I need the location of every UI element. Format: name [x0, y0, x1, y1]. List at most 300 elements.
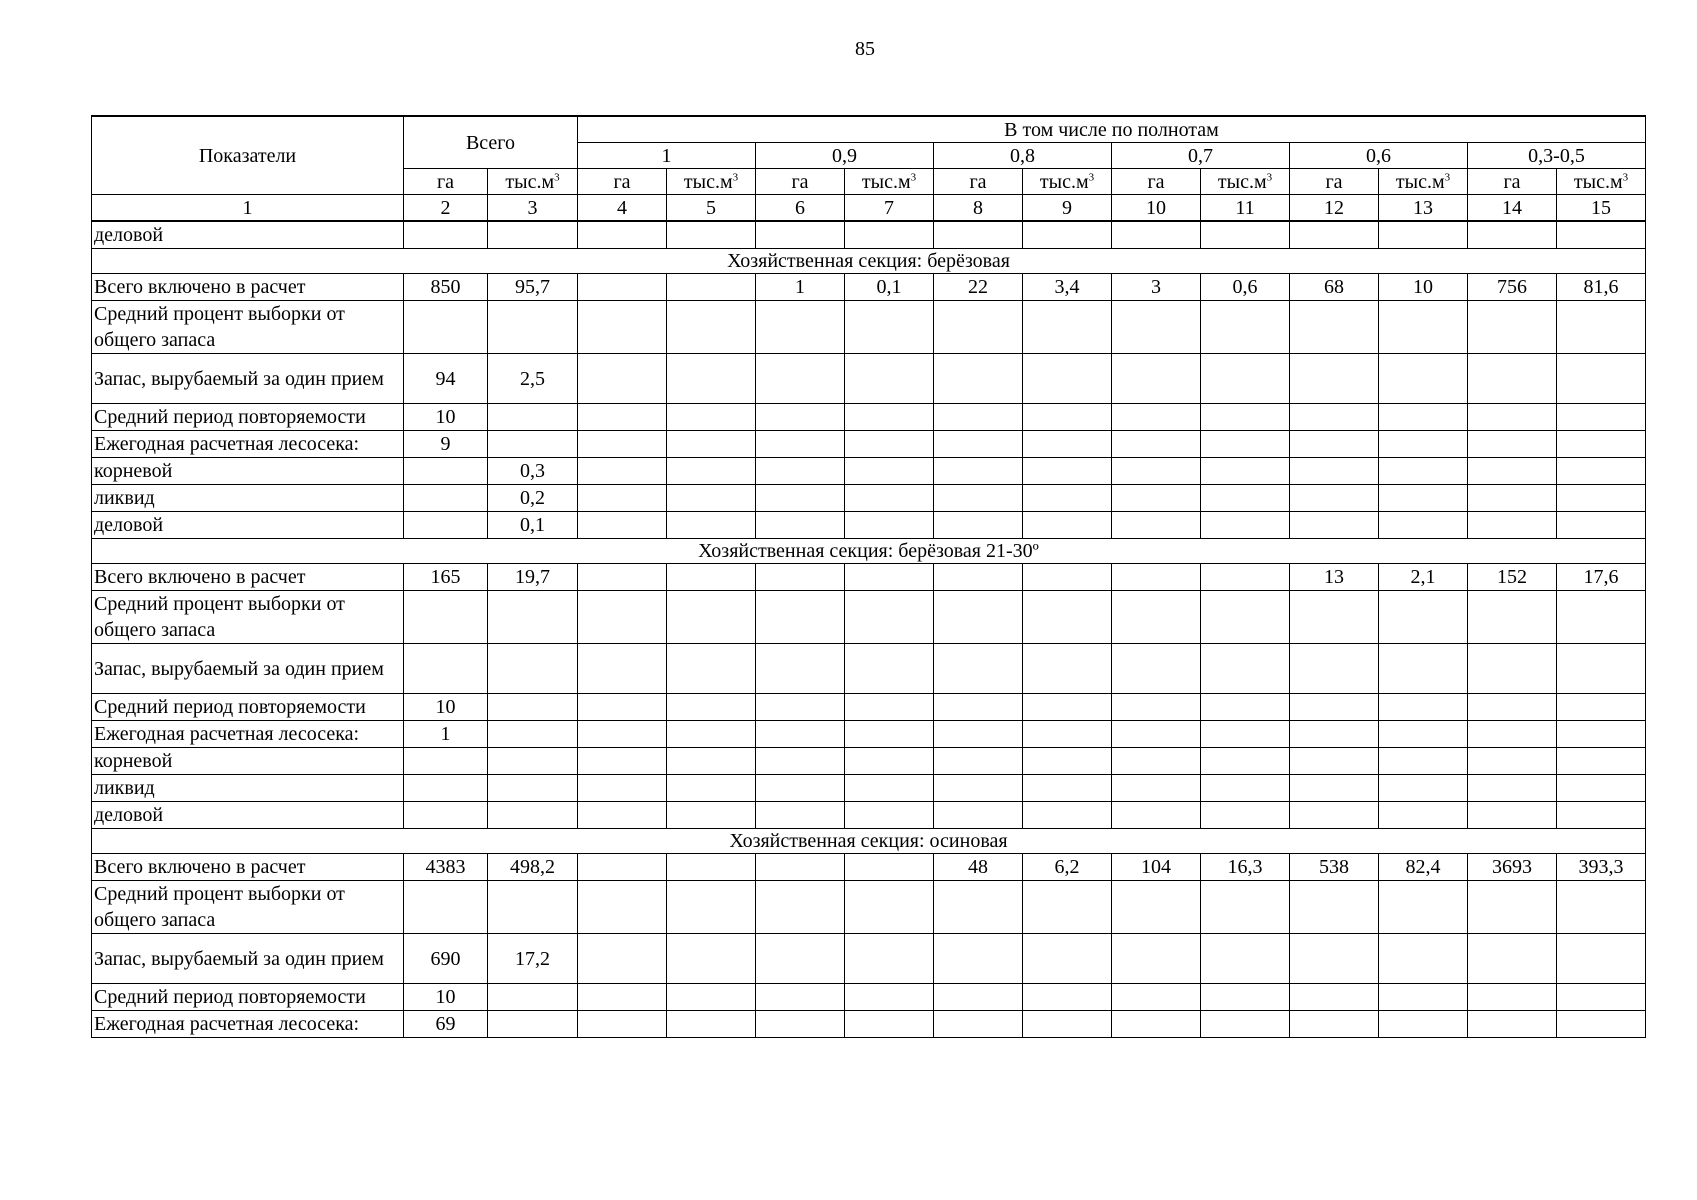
unit-volume-exponent: 3 — [1088, 170, 1095, 183]
table-cell — [934, 694, 1023, 721]
table-row — [92, 775, 1646, 802]
table-cell: 82,4 — [1379, 854, 1468, 881]
table-cell: 1 — [756, 274, 845, 301]
table-cell — [488, 802, 578, 829]
table-cell — [934, 221, 1023, 249]
table-cell — [1201, 802, 1290, 829]
table-cell — [845, 404, 934, 431]
table-cell — [756, 591, 845, 644]
table-cell — [1379, 404, 1468, 431]
table-cell — [1290, 802, 1379, 829]
table-cell — [1201, 485, 1290, 512]
table-cell: 81,6 — [1557, 274, 1646, 301]
table-cell — [1201, 934, 1290, 984]
table-cell — [1290, 644, 1379, 694]
table-cell — [578, 694, 667, 721]
column-numbers-row — [92, 195, 1646, 222]
table-cell — [1290, 881, 1379, 934]
table-cell — [488, 721, 578, 748]
table-cell — [1112, 748, 1201, 775]
table-cell — [934, 564, 1023, 591]
table-cell — [1379, 984, 1468, 1011]
table-cell — [1023, 694, 1112, 721]
table-cell — [934, 354, 1023, 404]
unit-volume-cell — [667, 169, 756, 195]
table-row — [92, 802, 1646, 829]
row-label: Ежегодная расчетная лесосека: — [92, 431, 404, 458]
row-label: ликвид — [92, 775, 404, 802]
table-row — [92, 354, 1646, 404]
table-cell — [578, 274, 667, 301]
table-cell — [1201, 721, 1290, 748]
table-cell — [1557, 221, 1646, 249]
unit-volume-label: тыс.м — [683, 170, 733, 193]
table-cell — [845, 934, 934, 984]
column-number-cell: 3 — [488, 195, 578, 222]
table-cell — [845, 854, 934, 881]
table-cell — [756, 221, 845, 249]
table-row — [92, 221, 1646, 249]
table-cell — [1290, 458, 1379, 485]
table-cell — [934, 748, 1023, 775]
table-cell — [756, 354, 845, 404]
row-label: корневой — [92, 748, 404, 775]
table-cell — [1201, 694, 1290, 721]
table-cell: 10 — [404, 984, 488, 1011]
table-row — [92, 748, 1646, 775]
column-number-cell: 9 — [1023, 195, 1112, 222]
table-cell: 17,2 — [488, 934, 578, 984]
unit-volume-exponent: 3 — [1444, 170, 1451, 183]
table-cell: 6,2 — [1023, 854, 1112, 881]
header-by-density: В том числе по полнотам — [578, 116, 1646, 143]
table-cell — [1290, 748, 1379, 775]
table-cell — [1290, 934, 1379, 984]
table-cell — [1023, 512, 1112, 539]
table-cell — [1112, 591, 1201, 644]
table-cell: 10 — [1379, 274, 1468, 301]
table-cell — [756, 775, 845, 802]
table-cell — [667, 721, 756, 748]
table-cell — [756, 431, 845, 458]
table-cell — [667, 748, 756, 775]
table-cell — [667, 301, 756, 354]
table-cell — [488, 591, 578, 644]
table-cell — [1557, 591, 1646, 644]
unit-ha-cell: га — [934, 169, 1023, 195]
table-cell — [1468, 221, 1557, 249]
table-cell — [578, 1011, 667, 1038]
table-cell — [1290, 1011, 1379, 1038]
table-cell — [1468, 802, 1557, 829]
table-cell: 16,3 — [1201, 854, 1290, 881]
table-cell — [1468, 458, 1557, 485]
table-cell — [1468, 748, 1557, 775]
table-cell — [1201, 881, 1290, 934]
table-cell — [1201, 512, 1290, 539]
table-cell — [845, 721, 934, 748]
column-number-cell: 10 — [1112, 195, 1201, 222]
table-cell: 17,6 — [1557, 564, 1646, 591]
table-cell — [1023, 404, 1112, 431]
table-row — [92, 458, 1646, 485]
table-cell — [667, 221, 756, 249]
table-cell — [1023, 775, 1112, 802]
table-cell — [1468, 485, 1557, 512]
table-cell — [1201, 404, 1290, 431]
table-cell — [1379, 934, 1468, 984]
table-cell — [1379, 591, 1468, 644]
table-cell — [1379, 1011, 1468, 1038]
row-label: ликвид — [92, 485, 404, 512]
table-cell — [1379, 485, 1468, 512]
unit-volume-cell — [845, 169, 934, 195]
section-header-row — [92, 539, 1646, 564]
unit-ha-cell: га — [404, 169, 488, 195]
table-cell — [1290, 301, 1379, 354]
table-cell — [1557, 301, 1646, 354]
table-cell — [1201, 775, 1290, 802]
table-cell — [845, 485, 934, 512]
table-cell — [756, 644, 845, 694]
table-cell — [756, 301, 845, 354]
table-cell — [667, 274, 756, 301]
table-cell — [1023, 984, 1112, 1011]
table-cell — [1201, 564, 1290, 591]
table-cell: 3 — [1112, 274, 1201, 301]
table-cell — [1112, 354, 1201, 404]
unit-ha-cell: га — [578, 169, 667, 195]
row-label: деловой — [92, 802, 404, 829]
table-body — [92, 221, 1646, 1038]
table-cell — [1290, 984, 1379, 1011]
table-cell — [1468, 1011, 1557, 1038]
column-number-cell: 13 — [1379, 195, 1468, 222]
header-indicators: Показатели — [92, 116, 404, 195]
table-cell — [845, 512, 934, 539]
table-cell — [667, 591, 756, 644]
table-cell — [1023, 644, 1112, 694]
table-cell — [934, 644, 1023, 694]
column-number-cell: 15 — [1557, 195, 1646, 222]
table-cell — [934, 458, 1023, 485]
table-cell — [578, 881, 667, 934]
table-cell — [1023, 802, 1112, 829]
table-cell — [845, 354, 934, 404]
row-label: Запас, вырубаемый за один прием — [92, 354, 404, 404]
table-cell — [1201, 354, 1290, 404]
table-cell — [488, 221, 578, 249]
table-cell — [404, 458, 488, 485]
table-cell — [1557, 644, 1646, 694]
table-cell — [488, 301, 578, 354]
table-cell — [1468, 591, 1557, 644]
column-number-cell: 4 — [578, 195, 667, 222]
table-cell: 104 — [1112, 854, 1201, 881]
table-row — [92, 721, 1646, 748]
table-cell — [1290, 485, 1379, 512]
unit-ha-cell: га — [1112, 169, 1201, 195]
table-cell — [845, 221, 934, 249]
table-cell: 48 — [934, 854, 1023, 881]
table-cell — [578, 775, 667, 802]
table-cell — [1468, 775, 1557, 802]
table-cell — [1112, 775, 1201, 802]
table-cell — [1023, 748, 1112, 775]
table-cell: 69 — [404, 1011, 488, 1038]
header-density-0-7: 0,7 — [1112, 143, 1290, 169]
table-cell — [1468, 301, 1557, 354]
section-title: Хозяйственная секция: берёзовая 21-30º — [92, 539, 1646, 564]
table-row — [92, 644, 1646, 694]
table-cell — [934, 431, 1023, 458]
table-cell — [1290, 512, 1379, 539]
unit-volume-label: тыс.м — [1395, 170, 1445, 193]
table-cell — [756, 984, 845, 1011]
table-cell — [934, 775, 1023, 802]
table-cell — [667, 934, 756, 984]
table-cell — [1112, 694, 1201, 721]
row-label: Всего включено в расчет — [92, 274, 404, 301]
table-cell — [1112, 512, 1201, 539]
table-cell — [1468, 512, 1557, 539]
forest-allowable-cut-table — [91, 115, 1646, 1038]
unit-volume-label: тыс.м — [1573, 170, 1623, 193]
table-cell — [578, 301, 667, 354]
column-number-cell: 1 — [92, 195, 404, 222]
table-cell — [1468, 984, 1557, 1011]
table-cell — [578, 591, 667, 644]
table-cell — [934, 802, 1023, 829]
table-cell — [578, 748, 667, 775]
table-row — [92, 984, 1646, 1011]
table-cell: 690 — [404, 934, 488, 984]
table-cell — [488, 984, 578, 1011]
table-cell — [488, 644, 578, 694]
table-cell — [404, 512, 488, 539]
table-row — [92, 934, 1646, 984]
table-cell — [1201, 644, 1290, 694]
table-row — [92, 485, 1646, 512]
table-cell — [667, 512, 756, 539]
unit-volume-exponent: 3 — [1266, 170, 1273, 183]
table-cell — [1468, 431, 1557, 458]
table-cell — [667, 1011, 756, 1038]
table-cell: 10 — [404, 694, 488, 721]
table-cell — [1112, 984, 1201, 1011]
section-title: Хозяйственная секция: берёзовая — [92, 249, 1646, 274]
section-header-row — [92, 829, 1646, 854]
table-cell — [1557, 721, 1646, 748]
table-cell — [1290, 354, 1379, 404]
table-cell — [934, 934, 1023, 984]
table-cell — [1201, 221, 1290, 249]
table-cell — [1112, 485, 1201, 512]
table-cell — [578, 458, 667, 485]
table-cell — [1557, 984, 1646, 1011]
table-cell — [845, 1011, 934, 1038]
table-cell — [578, 721, 667, 748]
table-cell: 9 — [404, 431, 488, 458]
header-density-0-3-0-5: 0,3-0,5 — [1468, 143, 1646, 169]
table-cell — [404, 485, 488, 512]
table-cell — [845, 644, 934, 694]
table-cell — [488, 775, 578, 802]
table-cell — [578, 854, 667, 881]
table-cell — [578, 354, 667, 404]
header-density-1: 1 — [578, 143, 756, 169]
table-cell — [845, 564, 934, 591]
table-cell — [1379, 644, 1468, 694]
table-cell — [1379, 748, 1468, 775]
table-cell: 4383 — [404, 854, 488, 881]
table-cell — [756, 881, 845, 934]
table-cell — [1379, 458, 1468, 485]
table-cell — [1557, 934, 1646, 984]
table-cell — [578, 564, 667, 591]
table-cell — [1023, 1011, 1112, 1038]
table-cell: 19,7 — [488, 564, 578, 591]
column-number-cell: 6 — [756, 195, 845, 222]
table-cell — [578, 431, 667, 458]
table-cell — [1290, 431, 1379, 458]
table-cell — [845, 458, 934, 485]
table-cell — [1201, 431, 1290, 458]
table-cell — [667, 802, 756, 829]
unit-ha-cell: га — [1290, 169, 1379, 195]
table-cell — [1023, 591, 1112, 644]
table-cell — [1557, 404, 1646, 431]
unit-volume-exponent: 3 — [1622, 170, 1629, 183]
table-cell: 850 — [404, 274, 488, 301]
table-cell — [667, 644, 756, 694]
section-title: Хозяйственная секция: осиновая — [92, 829, 1646, 854]
row-label: деловой — [92, 512, 404, 539]
table-cell — [488, 748, 578, 775]
row-label: Запас, вырубаемый за один прием — [92, 644, 404, 694]
table-cell — [756, 564, 845, 591]
table-cell — [667, 854, 756, 881]
column-number-cell: 2 — [404, 195, 488, 222]
table-cell — [578, 644, 667, 694]
row-label: Всего включено в расчет — [92, 854, 404, 881]
table-cell — [845, 748, 934, 775]
unit-volume-cell — [1379, 169, 1468, 195]
table-cell — [488, 694, 578, 721]
table-row — [92, 564, 1646, 591]
table-cell — [1468, 644, 1557, 694]
table-cell — [578, 512, 667, 539]
unit-ha-cell: га — [756, 169, 845, 195]
table-cell — [1379, 221, 1468, 249]
table-cell — [934, 404, 1023, 431]
table-cell — [488, 1011, 578, 1038]
table-cell — [1290, 221, 1379, 249]
unit-ha-cell: га — [1468, 169, 1557, 195]
table-cell — [578, 404, 667, 431]
table-cell — [1557, 431, 1646, 458]
table-cell — [1112, 721, 1201, 748]
table-cell: 68 — [1290, 274, 1379, 301]
table-cell: 0,1 — [845, 274, 934, 301]
table-cell — [756, 1011, 845, 1038]
table-cell — [845, 984, 934, 1011]
table-cell — [1379, 721, 1468, 748]
row-label: Ежегодная расчетная лесосека: — [92, 1011, 404, 1038]
unit-volume-label: тыс.м — [1039, 170, 1089, 193]
unit-volume-exponent: 3 — [910, 170, 917, 183]
row-label: Средний процент выборки от общего запаса — [92, 881, 404, 934]
unit-volume-exponent: 3 — [732, 170, 739, 183]
table-cell — [404, 221, 488, 249]
table-cell — [1112, 404, 1201, 431]
table-cell — [1379, 881, 1468, 934]
unit-volume-label: тыс.м — [505, 170, 555, 193]
table-cell — [845, 591, 934, 644]
table-cell — [578, 221, 667, 249]
table-cell — [667, 458, 756, 485]
table-cell — [1379, 802, 1468, 829]
table-cell — [934, 1011, 1023, 1038]
table-cell — [1290, 404, 1379, 431]
table-cell: 393,3 — [1557, 854, 1646, 881]
unit-volume-label: тыс.м — [1217, 170, 1267, 193]
table-cell — [1023, 485, 1112, 512]
table-cell — [488, 404, 578, 431]
table-cell — [1379, 354, 1468, 404]
table-row — [92, 1011, 1646, 1038]
table-cell — [1201, 1011, 1290, 1038]
table-cell — [1112, 458, 1201, 485]
table-cell — [1468, 881, 1557, 934]
unit-volume-cell — [488, 169, 578, 195]
table-cell: 165 — [404, 564, 488, 591]
unit-volume-cell — [1201, 169, 1290, 195]
column-number-cell: 5 — [667, 195, 756, 222]
table-cell — [1201, 591, 1290, 644]
table-cell — [934, 721, 1023, 748]
table-cell — [404, 881, 488, 934]
row-label: Всего включено в расчет — [92, 564, 404, 591]
page-number: 85 — [855, 38, 875, 60]
table-cell: 0,2 — [488, 485, 578, 512]
table-cell — [404, 775, 488, 802]
column-number-cell: 7 — [845, 195, 934, 222]
table-cell — [1112, 802, 1201, 829]
table-cell — [667, 984, 756, 1011]
table-cell — [845, 881, 934, 934]
table-cell: 10 — [404, 404, 488, 431]
table-cell — [1379, 694, 1468, 721]
table-cell — [1379, 301, 1468, 354]
unit-volume-exponent: 3 — [554, 170, 560, 183]
table-cell — [1379, 431, 1468, 458]
header-total: Всего — [404, 116, 578, 169]
table-cell — [756, 458, 845, 485]
table-row — [92, 274, 1646, 301]
table-cell — [934, 485, 1023, 512]
table-cell — [1468, 694, 1557, 721]
table-cell — [1557, 881, 1646, 934]
table-cell — [1023, 564, 1112, 591]
table-cell — [1290, 591, 1379, 644]
table-cell: 0,1 — [488, 512, 578, 539]
table-cell — [1557, 485, 1646, 512]
table-row — [92, 854, 1646, 881]
table-cell — [667, 564, 756, 591]
row-label: Запас, вырубаемый за один прием — [92, 934, 404, 984]
table-cell — [1557, 354, 1646, 404]
